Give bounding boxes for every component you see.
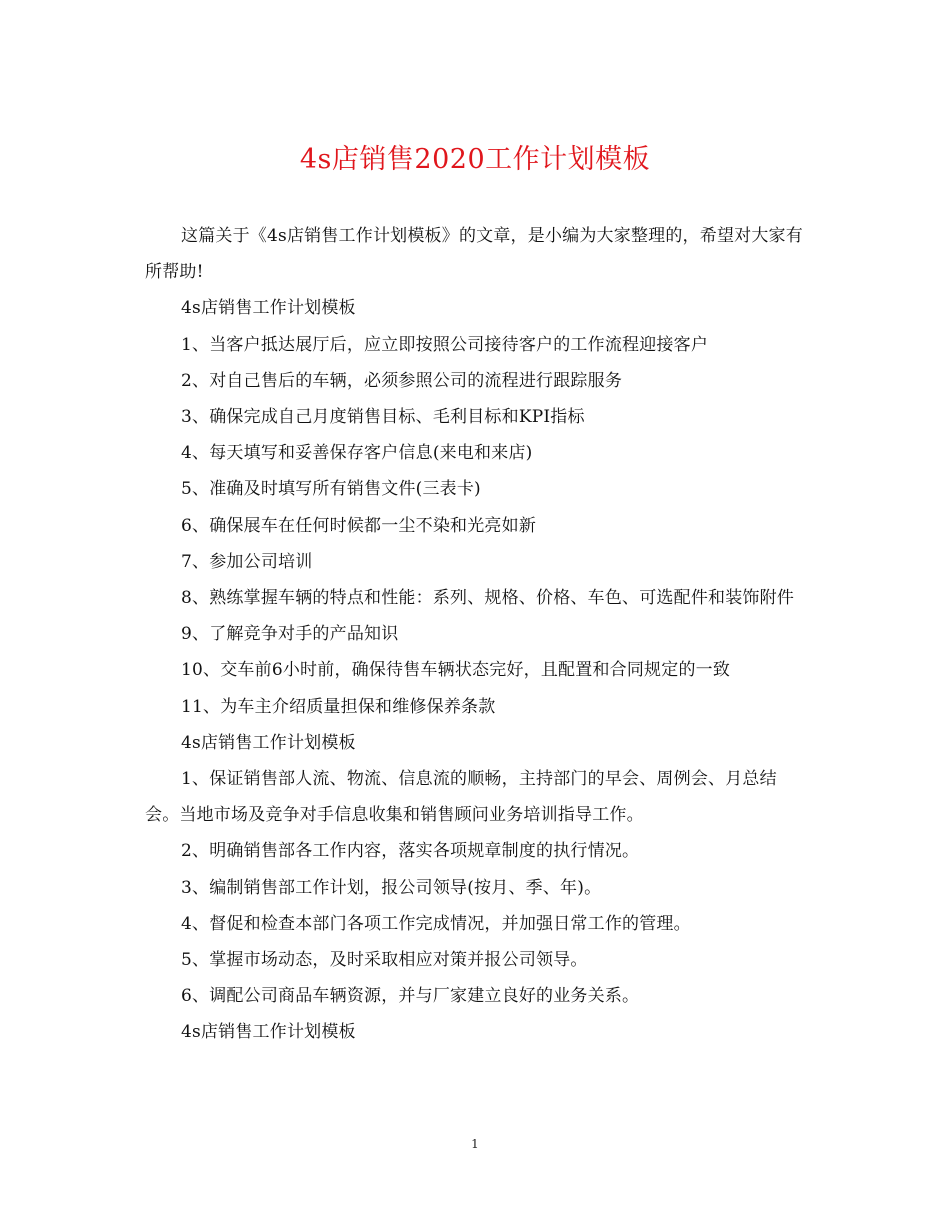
list-item: 6、确保展车在任何时候都一尘不染和光亮如新: [181, 515, 537, 536]
list-item: 1、保证销售部人流、物流、信息流的顺畅，主持部门的早会、周例会、月总结会。当地市场及竞争对手信息收集和销售顾问业务培训指导工作。: [145, 769, 777, 826]
list-item: 2、对自己售后的车辆，必须参照公司的流程进行跟踪服务: [181, 370, 623, 391]
list-item: 3、确保完成自己月度销售目标、毛利目标和KPI指标: [181, 407, 585, 428]
list-item: 5、准确及时填写所有销售文件(三表卡): [181, 479, 481, 500]
section-heading: 4s店销售工作计划模板: [181, 732, 356, 753]
page-number: 1: [471, 1137, 479, 1151]
list-item: 11、为车主介绍质量担保和维修保养条款: [181, 696, 496, 717]
list-item: 4、每天填写和妥善保存客户信息(来电和来店): [181, 443, 533, 464]
list-item: 9、了解竞争对手的产品知识: [181, 624, 399, 645]
document-body: [145, 218, 809, 1051]
list-item: 10、交车前6小时前，确保待售车辆状态完好，且配置和合同规定的一致: [181, 660, 731, 681]
list-item: 2、明确销售部各工作内容，落实各项规章制度的执行情况。: [181, 841, 640, 862]
list-item: 1、当客户抵达展厅后，应立即按照公司接待客户的工作流程迎接客户: [181, 334, 709, 355]
list-item: 3、编制销售部工作计划，报公司领导(按月、季、年)。: [181, 877, 602, 898]
document-title: 4s店销售2020工作计划模板: [299, 144, 651, 175]
list-item: 5、掌握市场动态，及时采取相应对策并报公司领导。: [181, 950, 588, 971]
list-item: 8、熟练掌握车辆的特点和性能：系列、规格、价格、车色、可选配件和装饰附件: [181, 588, 795, 609]
list-item: 6、调配公司商品车辆资源，并与厂家建立良好的业务关系。: [181, 986, 640, 1007]
paragraph-intro: 这篇关于《4s店销售工作计划模板》的文章，是小编为大家整理的，希望对大家有所帮助!: [145, 226, 803, 283]
section-heading: 4s店销售工作计划模板: [181, 1022, 356, 1043]
list-item: 4、督促和检查本部门各项工作完成情况，并加强日常工作的管理。: [181, 913, 691, 934]
section-heading: 4s店销售工作计划模板: [181, 298, 356, 319]
list-item: 7、参加公司培训: [181, 551, 313, 572]
